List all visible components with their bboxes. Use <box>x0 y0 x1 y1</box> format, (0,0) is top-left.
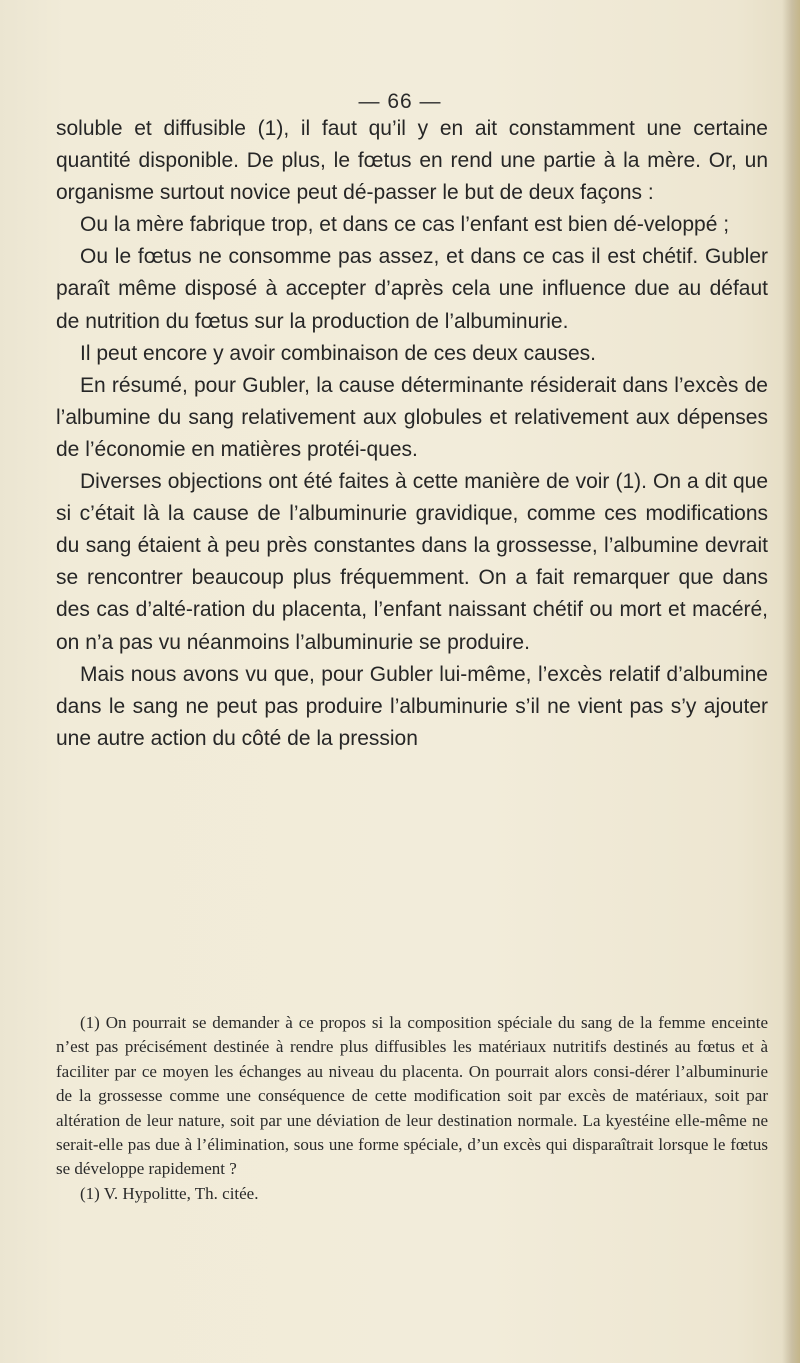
page-edge-shadow <box>782 0 800 1363</box>
page-number: — 66 — <box>358 90 442 113</box>
paragraph-3: Ou le fœtus ne consomme pas assez, et dans ce cas il est chétif. Gubler paraît même disposé à accepter d’après cela une influence due au défaut de nutrition du fœtus sur la production de l’albuminurie. <box>56 245 768 333</box>
paragraph-4: Il peut encore y avoir combinaison de ces deux causes. <box>80 341 596 365</box>
footnotes <box>56 1011 768 1206</box>
main-text <box>56 113 768 755</box>
paragraph-1: soluble et diffusible (1), il faut qu’il y en ait constamment une certaine quantité disponible. De plus, le fœtus en rend une partie à la mère. Or, un organisme surtout novice peut dé-passer le but de deux façons : <box>56 117 768 205</box>
paragraph-7: Mais nous avons vu que, pour Gubler lui-même, l’excès relatif d’albumine dans le sang ne peut pas produire l’albuminurie s’il ne vient pas s’y ajouter une autre action du côté de la pression <box>56 662 768 750</box>
footnote-2: (1) V. Hypolitte, Th. citée. <box>80 1183 259 1203</box>
paragraph-2: Ou la mère fabrique trop, et dans ce cas l’enfant est bien dé-veloppé ; <box>80 213 730 237</box>
footnote-1: (1) On pourrait se demander à ce propos si la composition spéciale du sang de la femme enceinte n’est pas précisément destinée à rendre plus diffusibles les matériaux nutritifs destinés au fœtus et à faciliter par ce moyen les échanges au niveau du placenta. On pourrait alors consi-dérer l’albuminurie de la grossesse comme une conséquence de cette modification soit par excès de matériaux, soit par altération de leur nature, soit par une déviation de leur destination normale. La kyestéine elle-même ne serait-elle pas due à l’élimination, sous une forme spéciale, d’un excès qui disparaîtrait lorsque le fœtus se développe rapidement ? <box>56 1013 768 1179</box>
paragraph-6: Diverses objections ont été faites à cette manière de voir (1). On a dit que si c’était là la cause de l’albuminurie gravidique, comme ces modifications du sang étaient à peu près constantes dans la grossesse, l’albumine devrait se rencontrer beaucoup plus fréquemment. On a fait remarquer que dans des cas d’alté-ration du placenta, l’enfant naissant chétif ou mort et macéré, on n’a pas vu néanmoins l’albuminurie se produire. <box>56 470 768 654</box>
paragraph-5: En résumé, pour Gubler, la cause déterminante résiderait dans l’excès de l’albumine du sang relativement aux globules et relativement aux dépenses de l’économie en matières protéi-ques. <box>56 373 768 461</box>
